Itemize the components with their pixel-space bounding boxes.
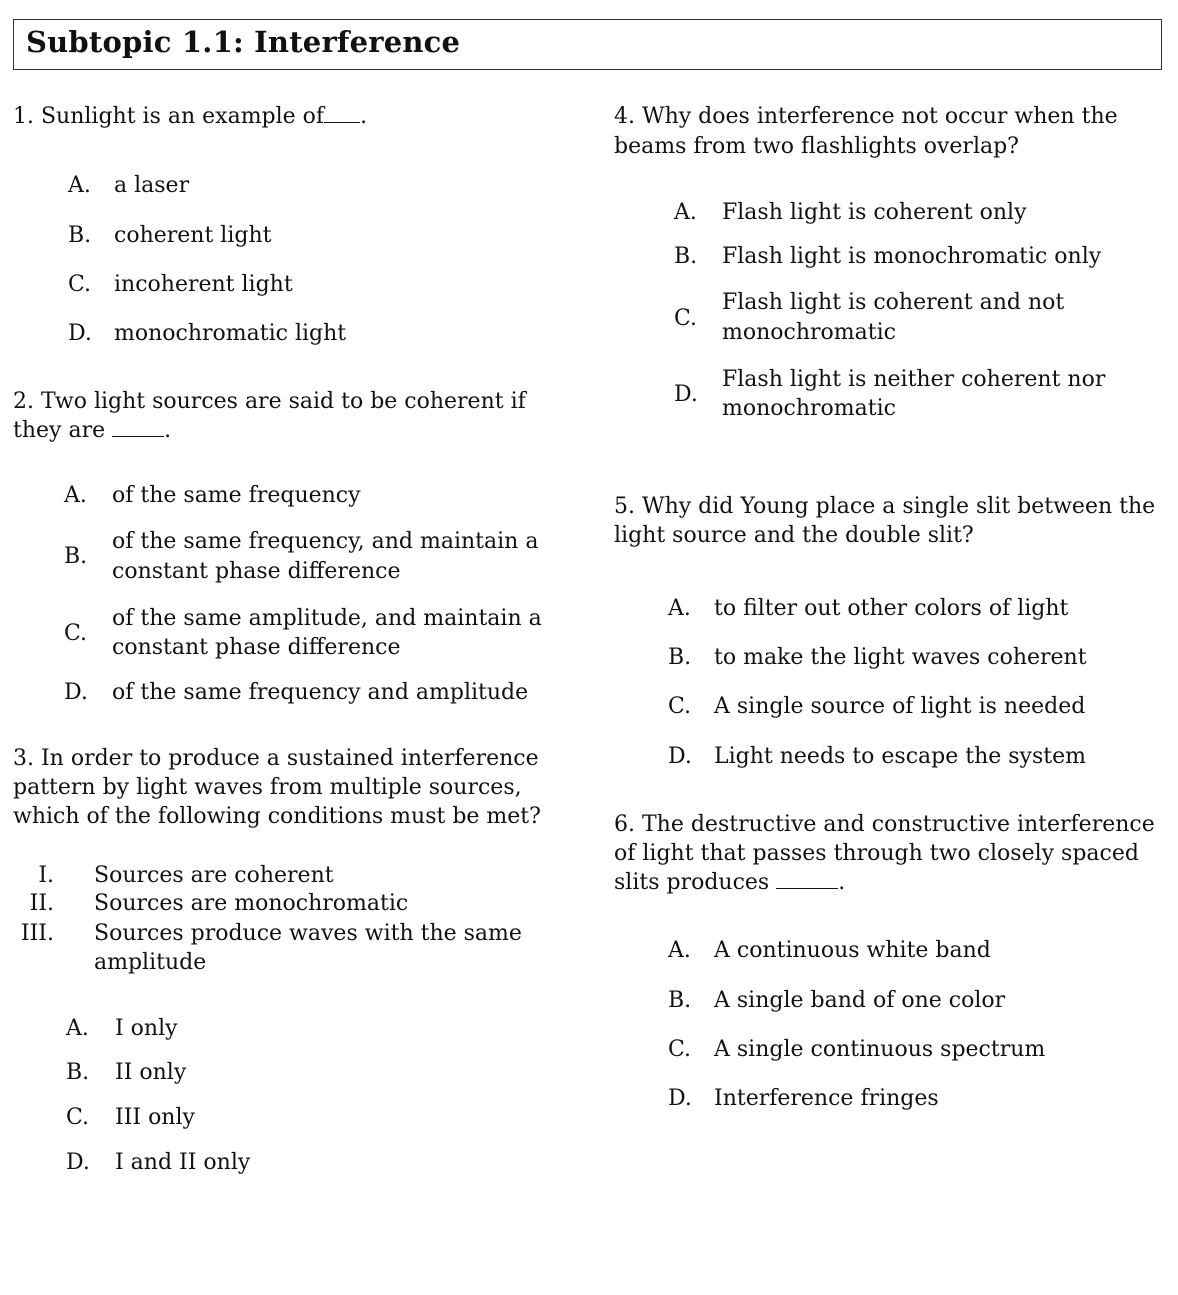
option-letter: B. bbox=[68, 223, 92, 248]
statement-text: Sources produce waves with the same bbox=[94, 921, 522, 946]
question-3-stem-line: 3. In order to produce a sustained interference bbox=[13, 746, 539, 771]
option-text: monochromatic light bbox=[114, 321, 347, 346]
option-letter: D. bbox=[66, 1150, 90, 1175]
option-letter: D. bbox=[668, 744, 692, 769]
option-text: Flash light is coherent only bbox=[722, 200, 1027, 225]
option-text: to make the light waves coherent bbox=[714, 645, 1087, 670]
option-letter: C. bbox=[66, 1105, 90, 1130]
option-text: Flash light is monochromatic only bbox=[722, 244, 1102, 269]
question-4-stem-line: 4. Why does interference not occur when the bbox=[614, 104, 1118, 129]
option-letter: D. bbox=[68, 321, 92, 346]
answer-blank bbox=[776, 870, 838, 889]
option-text: constant phase difference bbox=[112, 559, 401, 584]
option-letter: C. bbox=[68, 272, 92, 297]
answer-blank bbox=[324, 104, 360, 123]
option-letter: A. bbox=[674, 200, 697, 225]
option-letter: B. bbox=[674, 244, 698, 269]
option-text: of the same frequency bbox=[112, 483, 361, 508]
option-letter: B. bbox=[668, 988, 692, 1013]
option-text: of the same amplitude, and maintain a bbox=[112, 606, 542, 631]
option-text: A single source of light is needed bbox=[714, 694, 1086, 719]
question-4-stem-line: beams from two flashlights overlap? bbox=[614, 134, 1019, 159]
option-text: I only bbox=[115, 1016, 178, 1041]
option-text: of the same frequency and amplitude bbox=[112, 680, 529, 705]
option-text: A continuous white band bbox=[714, 938, 991, 963]
page-title: Subtopic 1.1: Interference bbox=[26, 25, 461, 59]
option-letter: D. bbox=[64, 680, 88, 705]
statement-text: Sources are coherent bbox=[94, 863, 334, 888]
question-5-stem-line: 5. Why did Young place a single slit between the bbox=[614, 494, 1156, 519]
option-letter: A. bbox=[68, 173, 91, 198]
option-text: Light needs to escape the system bbox=[714, 744, 1086, 769]
option-letter: C. bbox=[668, 1037, 692, 1062]
statement-numeral: II. bbox=[29, 891, 54, 916]
question-5-stem-line: light source and the double slit? bbox=[614, 523, 974, 548]
option-text: I and II only bbox=[115, 1150, 251, 1175]
answer-blank bbox=[112, 418, 164, 437]
option-text: Flash light is coherent and not bbox=[722, 290, 1065, 315]
statement-numeral: III. bbox=[20, 921, 54, 946]
option-text: Flash light is neither coherent nor bbox=[722, 367, 1106, 392]
option-letter: A. bbox=[668, 938, 691, 963]
option-letter: C. bbox=[64, 621, 88, 646]
option-text: constant phase difference bbox=[112, 635, 401, 660]
statement-text: amplitude bbox=[94, 950, 207, 975]
option-text: monochromatic bbox=[722, 396, 896, 421]
option-letter: B. bbox=[64, 544, 88, 569]
question-2-stem-line: 2. Two light sources are said to be coherent if bbox=[13, 389, 526, 414]
option-letter: C. bbox=[668, 694, 692, 719]
option-text: Interference fringes bbox=[714, 1086, 939, 1111]
question-3-stem-line: pattern by light waves from multiple sources, bbox=[13, 775, 522, 800]
question-6-stem-line: of light that passes through two closely spaced bbox=[614, 841, 1139, 866]
option-letter: B. bbox=[66, 1060, 90, 1085]
option-text: A single continuous spectrum bbox=[714, 1037, 1046, 1062]
subtopic-header bbox=[13, 19, 1162, 70]
option-text: incoherent light bbox=[114, 272, 293, 297]
option-text: A single band of one color bbox=[714, 988, 1006, 1013]
question-6-stem-line: slits produces . bbox=[614, 870, 846, 895]
option-text: III only bbox=[115, 1105, 195, 1130]
option-text: coherent light bbox=[114, 223, 272, 248]
option-letter: A. bbox=[64, 483, 87, 508]
option-text: monochromatic bbox=[722, 320, 896, 345]
statement-numeral: I. bbox=[38, 863, 54, 888]
option-letter: C. bbox=[674, 306, 698, 331]
question-1-stem: 1. Sunlight is an example of . bbox=[13, 104, 368, 129]
option-letter: A. bbox=[668, 596, 691, 621]
option-letter: D. bbox=[668, 1086, 692, 1111]
question-3-stem-line: which of the following conditions must be met? bbox=[13, 804, 541, 829]
option-letter: A. bbox=[66, 1016, 89, 1041]
question-6-stem-line: 6. The destructive and constructive interference bbox=[614, 812, 1155, 837]
option-text: a laser bbox=[114, 173, 190, 198]
option-text: II only bbox=[115, 1060, 187, 1085]
statement-text: Sources are monochromatic bbox=[94, 891, 409, 916]
option-text: of the same frequency, and maintain a bbox=[112, 529, 539, 554]
question-2-stem-line: they are . bbox=[13, 418, 172, 443]
option-letter: D. bbox=[674, 382, 698, 407]
option-letter: B. bbox=[668, 645, 692, 670]
option-text: to filter out other colors of light bbox=[714, 596, 1069, 621]
